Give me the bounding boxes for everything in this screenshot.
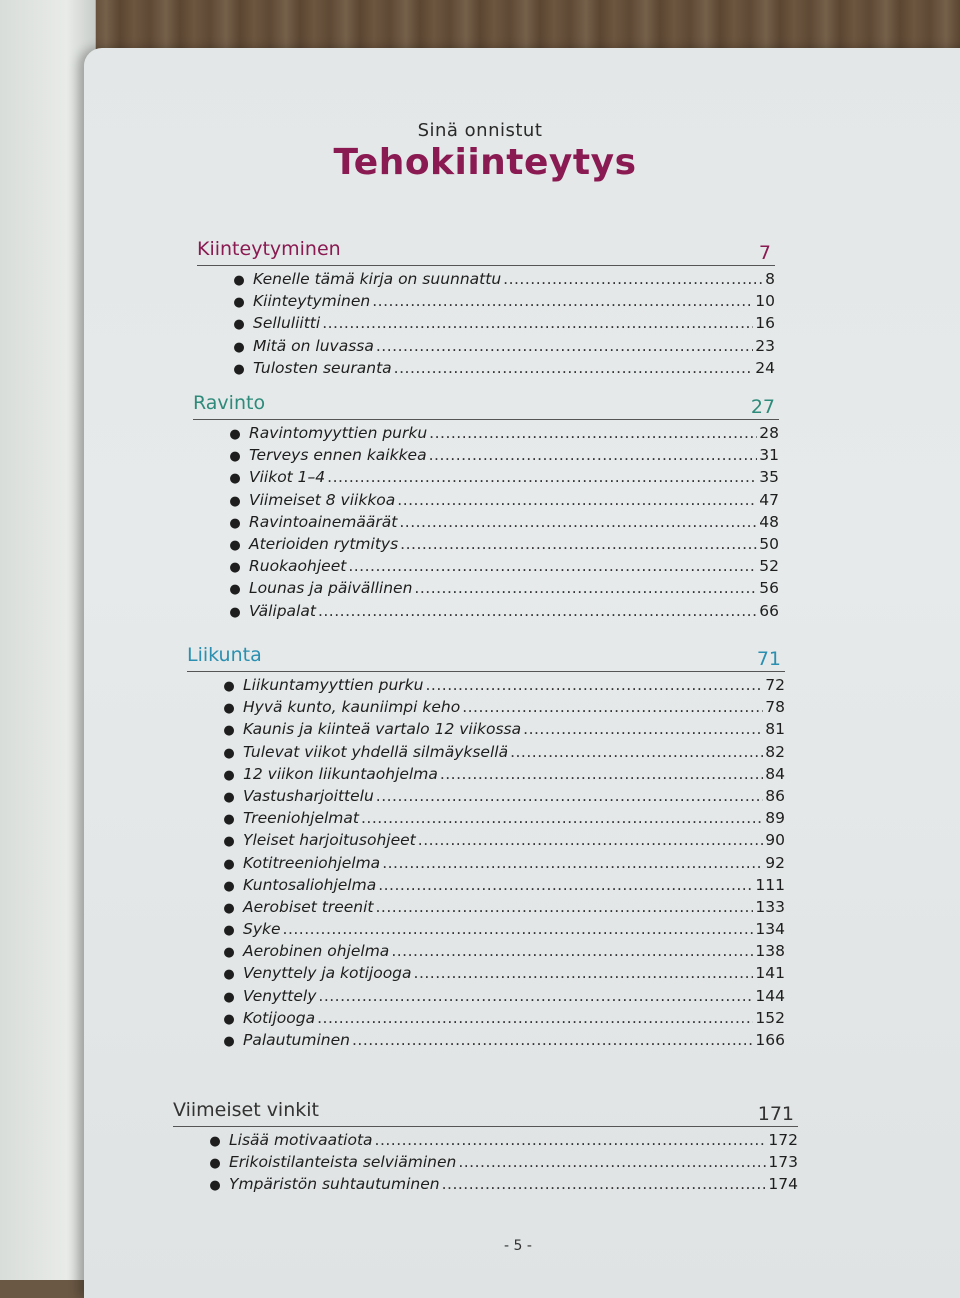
toc-entry-label: Tulosten seuranta bbox=[253, 358, 392, 377]
toc-entry bbox=[193, 535, 779, 557]
dot-leader bbox=[397, 491, 757, 509]
toc-entry-label: Kotitreeniohjelma bbox=[243, 853, 381, 872]
toc-entry-label: Aerobinen ohjelma bbox=[243, 942, 390, 961]
toc-entry bbox=[197, 270, 775, 292]
section-page: 27 bbox=[750, 396, 775, 418]
bullet-icon: ● bbox=[223, 701, 235, 717]
toc-entry-label: Selluliitti bbox=[253, 314, 321, 333]
bullet-icon: ● bbox=[233, 361, 245, 377]
toc-section-ravinto bbox=[193, 390, 779, 624]
bullet-icon: ● bbox=[229, 560, 241, 576]
toc-entry bbox=[173, 1153, 798, 1175]
page-number: - 5 - bbox=[504, 1238, 532, 1254]
toc-entry bbox=[173, 1131, 798, 1153]
dot-leader bbox=[376, 898, 754, 916]
dot-leader bbox=[414, 579, 757, 597]
toc-entry-label: Ravintomyyttien purku bbox=[249, 424, 428, 442]
toc-entry-page: 66 bbox=[759, 601, 779, 620]
toc-entry bbox=[193, 557, 779, 579]
toc-entry-page: 52 bbox=[759, 557, 779, 576]
toc-entry-page: 56 bbox=[759, 579, 779, 598]
section-divider bbox=[197, 265, 775, 266]
toc-entry-page: 31 bbox=[759, 446, 779, 465]
toc-entry-page: 48 bbox=[759, 512, 779, 531]
bullet-icon: ● bbox=[223, 789, 235, 805]
bullet-icon: ● bbox=[233, 339, 245, 355]
toc-entry-page: 84 bbox=[765, 764, 785, 783]
toc-entry bbox=[197, 292, 775, 314]
toc-entry-page: 81 bbox=[765, 720, 785, 739]
dot-leader bbox=[414, 964, 754, 982]
dot-leader bbox=[429, 424, 757, 442]
dot-leader bbox=[322, 314, 753, 332]
section-items bbox=[193, 424, 779, 624]
section-items bbox=[173, 1131, 798, 1198]
section-page: 71 bbox=[756, 648, 781, 670]
toc-entry-page: 174 bbox=[768, 1175, 798, 1194]
book-title: Tehokiinteytys bbox=[333, 142, 637, 183]
toc-entry bbox=[187, 1009, 785, 1031]
bullet-icon: ● bbox=[223, 989, 235, 1005]
toc-entry bbox=[187, 920, 785, 942]
toc-entry-label: Kuntosaliohjelma bbox=[243, 875, 377, 894]
bullet-icon: ● bbox=[223, 878, 235, 894]
toc-entry-page: 50 bbox=[759, 534, 779, 553]
toc-entry-page: 72 bbox=[765, 676, 785, 694]
toc-entry-page: 78 bbox=[765, 698, 785, 717]
toc-entry-page: 86 bbox=[765, 786, 785, 805]
toc-entry-page: 144 bbox=[755, 986, 785, 1005]
toc-entry-label: Terveys ennen kaikkea bbox=[249, 446, 427, 465]
toc-entry-page: 111 bbox=[755, 875, 785, 894]
section-title: Liikunta bbox=[187, 644, 262, 666]
toc-entry-page: 28 bbox=[759, 424, 779, 442]
toc-entry-page: 35 bbox=[759, 468, 779, 487]
toc-entry bbox=[187, 854, 785, 876]
toc-entry-label: Tulevat viikot yhdellä silmäyksellä bbox=[243, 742, 509, 761]
toc-entry-label: Erikoistilanteista selviäminen bbox=[229, 1153, 457, 1172]
section-title: Ravinto bbox=[193, 392, 266, 414]
bullet-icon: ● bbox=[229, 471, 241, 487]
bullet-icon: ● bbox=[209, 1178, 221, 1194]
bullet-icon: ● bbox=[229, 582, 241, 598]
bullet-icon: ● bbox=[209, 1156, 221, 1172]
dot-leader bbox=[391, 942, 753, 960]
dot-leader bbox=[283, 920, 754, 938]
dot-leader bbox=[376, 787, 763, 805]
toc-entry bbox=[187, 809, 785, 831]
toc-entry bbox=[187, 720, 785, 742]
dot-leader bbox=[503, 270, 763, 288]
toc-entry bbox=[193, 513, 779, 535]
toc-entry-label: Mitä on luvassa bbox=[253, 336, 374, 355]
dot-leader bbox=[429, 446, 758, 464]
toc-entry-label: Venyttely ja kotijooga bbox=[243, 964, 412, 983]
book-subtitle: Sinä onnistut bbox=[417, 120, 543, 141]
dot-leader bbox=[382, 854, 763, 872]
section-page: 171 bbox=[757, 1103, 794, 1125]
toc-section-kiinteytyminen bbox=[197, 236, 775, 381]
toc-entry-label: Liikuntamyyttien purku bbox=[243, 676, 424, 694]
toc-entry-page: 10 bbox=[755, 292, 775, 311]
toc-entry bbox=[187, 831, 785, 853]
bullet-icon: ● bbox=[229, 493, 241, 509]
bullet-icon: ● bbox=[223, 812, 235, 828]
toc-section-viimeiset-vinkit bbox=[173, 1097, 798, 1198]
toc-entry bbox=[187, 964, 785, 986]
section-items bbox=[187, 676, 785, 1053]
toc-entry-label: Hyvä kunto, kauniimpi keho bbox=[243, 698, 461, 717]
toc-entry bbox=[173, 1175, 798, 1197]
bullet-icon: ● bbox=[223, 967, 235, 983]
dot-leader bbox=[327, 468, 757, 486]
bullet-icon: ● bbox=[223, 745, 235, 761]
toc-entry-page: 23 bbox=[755, 336, 775, 355]
toc-entry-label: Vastusharjoittelu bbox=[243, 786, 374, 805]
toc-entry bbox=[193, 579, 779, 601]
toc-entry bbox=[187, 898, 785, 920]
section-divider bbox=[193, 419, 779, 420]
dot-leader bbox=[318, 602, 757, 620]
bullet-icon: ● bbox=[223, 1034, 235, 1049]
dot-leader bbox=[348, 557, 757, 575]
toc-entry-page: 8 bbox=[765, 270, 775, 288]
toc-entry-page: 82 bbox=[765, 742, 785, 761]
toc-entry-page: 172 bbox=[768, 1131, 798, 1149]
dot-leader bbox=[375, 1131, 767, 1149]
dot-leader bbox=[318, 987, 753, 1005]
toc-entry-label: Viikot 1–4 bbox=[249, 468, 326, 487]
dot-leader bbox=[399, 513, 757, 531]
dot-leader bbox=[458, 1153, 766, 1171]
toc-entry-label: Syke bbox=[243, 920, 281, 939]
toc-entry-label: Venyttely bbox=[243, 986, 317, 1005]
section-divider bbox=[187, 671, 785, 672]
dot-leader bbox=[442, 1175, 767, 1193]
bullet-icon: ● bbox=[223, 723, 235, 739]
toc-entry-page: 90 bbox=[765, 831, 785, 850]
toc-entry-label: Yleiset harjoitusohjeet bbox=[243, 831, 416, 850]
toc-entry-label: Aterioiden rytmitys bbox=[249, 534, 399, 553]
toc-entry-label: Kaunis ja kiinteä vartalo 12 viikossa bbox=[243, 720, 522, 739]
toc-entry-page: 92 bbox=[765, 853, 785, 872]
bullet-icon: ● bbox=[229, 515, 241, 531]
toc-entry bbox=[193, 602, 779, 624]
bullet-icon: ● bbox=[223, 834, 235, 850]
toc-entry-page: 134 bbox=[755, 920, 785, 939]
left-page-edge bbox=[0, 0, 96, 1280]
toc-entry-page: 89 bbox=[765, 809, 785, 828]
section-divider bbox=[173, 1126, 798, 1127]
bullet-icon: ● bbox=[233, 317, 245, 333]
dot-leader bbox=[462, 698, 763, 716]
toc-entry-label: 12 viikon liikuntaohjelma bbox=[243, 764, 438, 783]
toc-entry-label: Ravintoainemäärät bbox=[249, 512, 398, 531]
toc-entry bbox=[193, 446, 779, 468]
toc-entry-page: 166 bbox=[755, 1031, 785, 1049]
toc-entry-label: Lisää motivaatiota bbox=[229, 1131, 373, 1149]
bullet-icon: ● bbox=[209, 1134, 221, 1149]
toc-section-liikunta bbox=[187, 642, 785, 1053]
bullet-icon: ● bbox=[229, 604, 241, 620]
dot-leader bbox=[418, 831, 764, 849]
dot-leader bbox=[378, 876, 753, 894]
dot-leader bbox=[361, 809, 763, 827]
bullet-icon: ● bbox=[223, 767, 235, 783]
section-title: Viimeiset vinkit bbox=[173, 1099, 319, 1121]
dot-leader bbox=[352, 1031, 753, 1049]
toc-entry-page: 152 bbox=[755, 1008, 785, 1027]
toc-entry-page: 133 bbox=[755, 897, 785, 916]
toc-entry-label: Ruokaohjeet bbox=[249, 557, 347, 576]
toc-entry-label: Kotijooga bbox=[243, 1008, 316, 1027]
toc-entry-label: Treeniohjelmat bbox=[243, 809, 359, 828]
dot-leader bbox=[510, 743, 763, 761]
bullet-icon: ● bbox=[223, 900, 235, 916]
dot-leader bbox=[440, 765, 763, 783]
bullet-icon: ● bbox=[223, 679, 235, 694]
toc-entry bbox=[187, 1031, 785, 1053]
bullet-icon: ● bbox=[233, 295, 245, 311]
toc-entry bbox=[187, 765, 785, 787]
bullet-icon: ● bbox=[229, 427, 241, 442]
toc-entry bbox=[193, 468, 779, 490]
toc-entry bbox=[187, 676, 785, 698]
section-items bbox=[197, 270, 775, 381]
bullet-icon: ● bbox=[223, 856, 235, 872]
bullet-icon: ● bbox=[229, 537, 241, 553]
toc-entry bbox=[187, 942, 785, 964]
toc-entry-page: 173 bbox=[768, 1153, 798, 1172]
dot-leader bbox=[394, 359, 754, 377]
dot-leader bbox=[523, 720, 763, 738]
toc-entry bbox=[193, 424, 779, 446]
toc-entry-label: Kiinteytyminen bbox=[253, 292, 371, 311]
dot-leader bbox=[400, 535, 757, 553]
toc-entry bbox=[197, 359, 775, 381]
toc-entry-label: Viimeiset 8 viikkoa bbox=[249, 490, 396, 509]
toc-entry-label: Kenelle tämä kirja on suunnattu bbox=[253, 270, 502, 288]
toc-entry-label: Välipalat bbox=[249, 601, 316, 620]
toc-entry bbox=[187, 787, 785, 809]
toc-entry bbox=[193, 491, 779, 513]
bullet-icon: ● bbox=[223, 923, 235, 939]
bullet-icon: ● bbox=[233, 273, 245, 288]
toc-entry bbox=[187, 987, 785, 1009]
bullet-icon: ● bbox=[229, 449, 241, 465]
toc-entry bbox=[187, 876, 785, 898]
dot-leader bbox=[376, 337, 753, 355]
toc-entry-page: 16 bbox=[755, 314, 775, 333]
toc-entry bbox=[197, 314, 775, 336]
toc-entry-label: Lounas ja päivällinen bbox=[249, 579, 413, 598]
section-page: 7 bbox=[758, 242, 771, 264]
toc-entry-page: 138 bbox=[755, 942, 785, 961]
toc-entry-label: Aerobiset treenit bbox=[243, 897, 374, 916]
bullet-icon: ● bbox=[223, 1011, 235, 1027]
toc-entry-label: Ympäristön suhtautuminen bbox=[229, 1175, 440, 1194]
dot-leader bbox=[317, 1009, 753, 1027]
dot-leader bbox=[425, 676, 763, 694]
toc-entry bbox=[197, 337, 775, 359]
section-title: Kiinteytyminen bbox=[197, 238, 341, 260]
toc-entry-page: 141 bbox=[755, 964, 785, 983]
toc-entry-label: Palautuminen bbox=[243, 1031, 350, 1049]
dot-leader bbox=[372, 292, 753, 310]
toc-entry-page: 24 bbox=[755, 358, 775, 377]
toc-entry-page: 47 bbox=[759, 490, 779, 509]
bullet-icon: ● bbox=[223, 945, 235, 961]
toc-entry bbox=[187, 698, 785, 720]
toc-entry bbox=[187, 743, 785, 765]
